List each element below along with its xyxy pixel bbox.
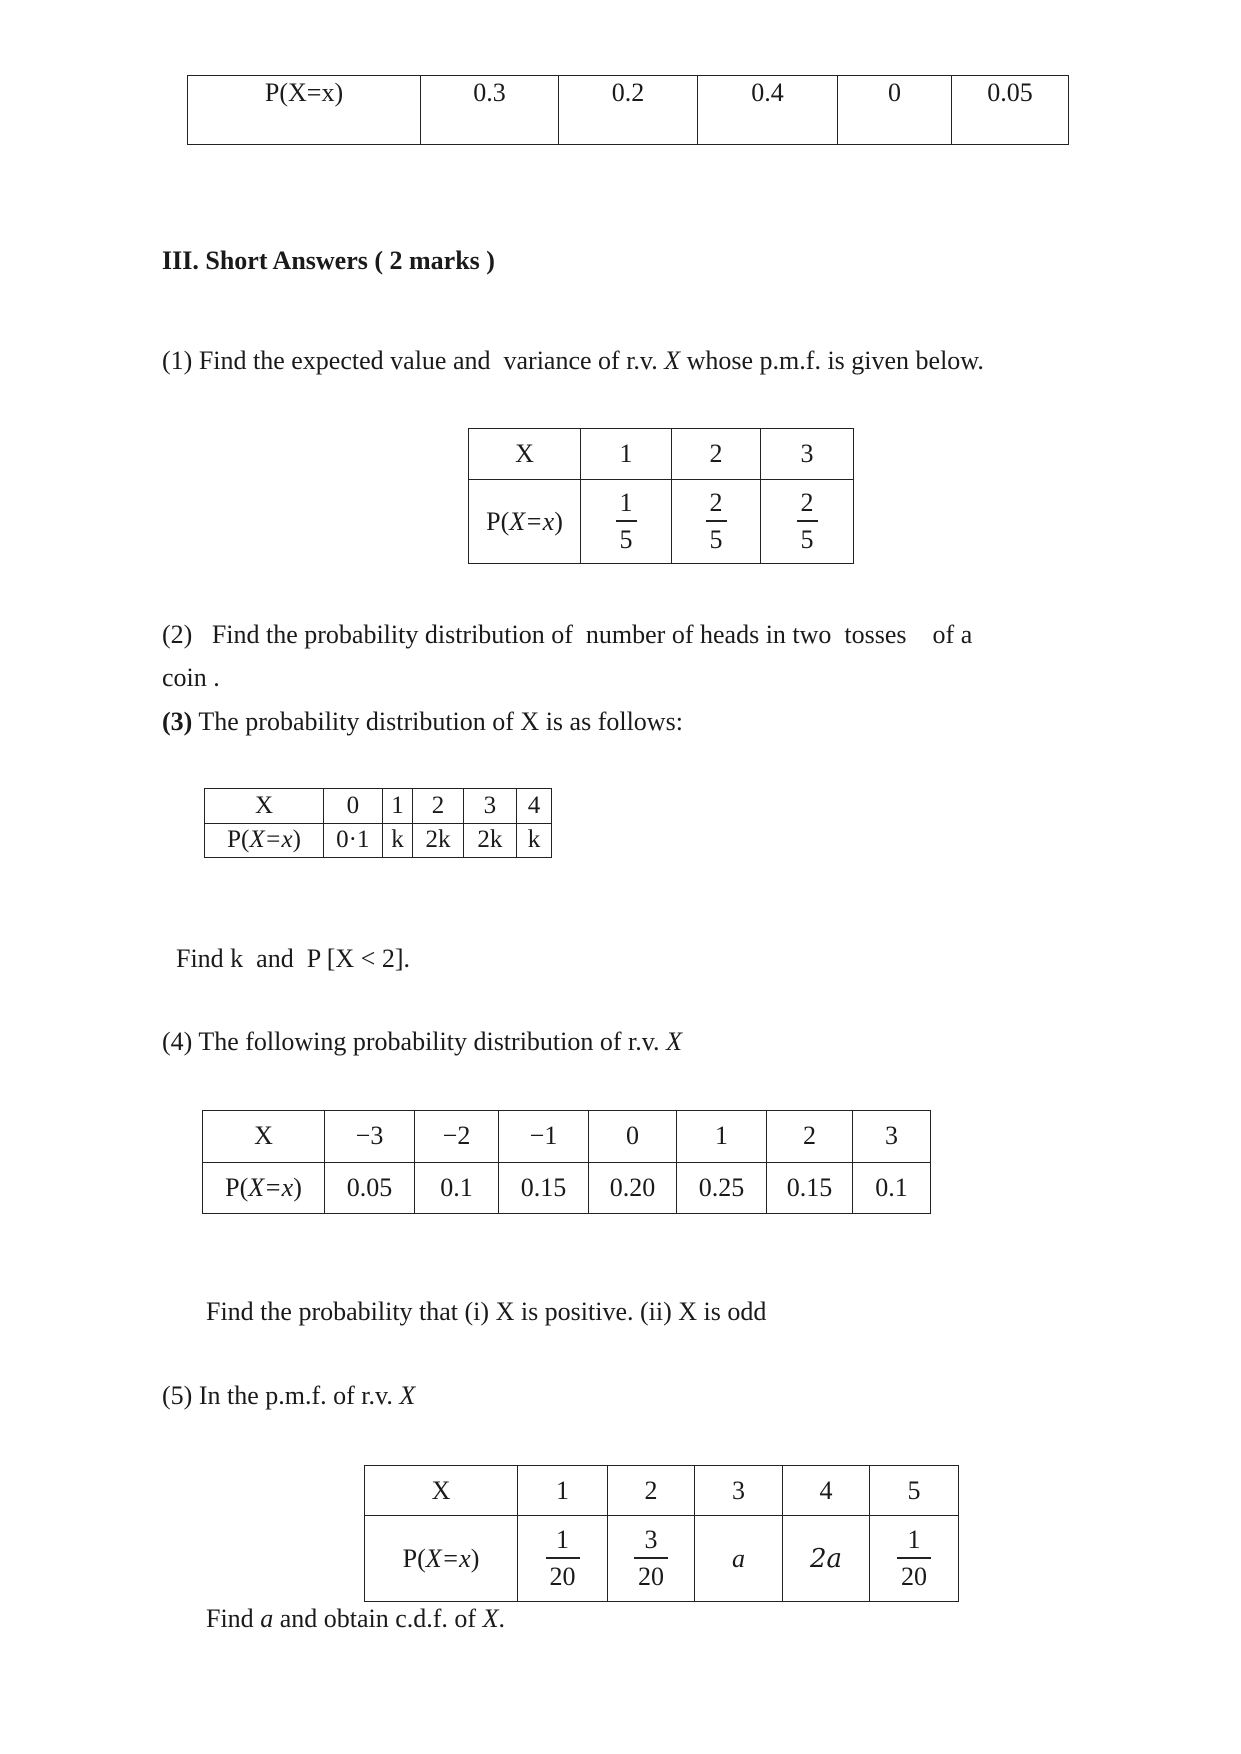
table-cell: 0.25 — [677, 1162, 767, 1214]
table-cell: 4 — [783, 1466, 870, 1516]
table-cell — [581, 480, 672, 564]
question-5 — [162, 1381, 415, 1411]
table-cell — [870, 1516, 959, 1602]
variable: X — [399, 1381, 416, 1410]
table-cell: X — [203, 1111, 325, 1163]
table-cell: 0.2 — [559, 76, 698, 145]
table-cell — [672, 480, 761, 564]
table-cell: 0.05 — [952, 76, 1069, 145]
table-cell: 1 — [518, 1466, 608, 1516]
table-cell: 2 — [767, 1111, 853, 1163]
table-row — [365, 1466, 959, 1516]
table-row — [203, 1162, 931, 1214]
table-cell: P(X=x) — [365, 1516, 518, 1602]
table-cell: 3 — [695, 1466, 783, 1516]
question-1 — [162, 346, 984, 376]
question-2-line-2: coin . — [162, 663, 220, 692]
table-cell: 3 — [463, 789, 516, 824]
table-cell: −1 — [499, 1111, 589, 1163]
table-cell: X — [205, 789, 324, 824]
q4-pmf-table — [202, 1110, 931, 1214]
table-cell: 0.3 — [421, 76, 559, 145]
table-cell: 0.15 — [767, 1162, 853, 1214]
question-text: (1) Find the expected value and variance of r.v. — [162, 346, 665, 375]
table-cell — [761, 480, 854, 564]
fraction: $\frac{1}{20}$ — [546, 1527, 580, 1590]
variable: X — [482, 1604, 499, 1633]
table-cell: 2k — [463, 823, 516, 858]
variable: X — [666, 1027, 682, 1056]
table-cell: 1 — [382, 789, 413, 824]
variable: a — [260, 1604, 274, 1633]
question-text: The probability distribution of X is as follows: — [192, 707, 683, 736]
table-row — [205, 823, 552, 858]
table-row — [469, 429, 854, 480]
table-cell — [518, 1516, 608, 1602]
table-cell: P(X=x) — [205, 823, 324, 858]
table-cell: −2 — [415, 1111, 499, 1163]
table-row — [205, 789, 552, 824]
fraction: $\frac{2}{5}$ — [706, 490, 727, 553]
q3-pmf-table — [204, 788, 552, 858]
table-cell: P(X=x) — [188, 76, 421, 145]
table-cell: k — [517, 823, 552, 858]
table-cell: 0 — [838, 76, 952, 145]
question-3-find: Find k and P [X < 2]. — [176, 944, 410, 973]
table-row — [365, 1516, 959, 1602]
q5-pmf-table — [364, 1465, 959, 1602]
fraction: $\frac{2}{5}$ — [797, 490, 818, 553]
table-cell: −3 — [325, 1111, 415, 1163]
table-cell: 3 — [853, 1111, 931, 1163]
top-probability-table — [187, 75, 1069, 145]
table-cell: 2 — [608, 1466, 695, 1516]
question-4-find: Find the probability that (i) X is positive. (ii) X is odd — [206, 1297, 767, 1326]
q1-pmf-table — [468, 428, 854, 564]
table-cell: 2 — [672, 429, 761, 480]
table-cell: P(X=x) — [203, 1162, 325, 1214]
table-cell: 2k — [413, 823, 463, 858]
fraction: $\frac{3}{20}$ — [634, 1527, 668, 1590]
table-row — [203, 1111, 931, 1163]
table-cell: 0·1 — [324, 823, 383, 858]
table-cell: 0 — [324, 789, 383, 824]
table-cell: X — [365, 1466, 518, 1516]
fraction: $\frac{1}{5}$ — [616, 490, 637, 553]
variable: X — [664, 346, 681, 375]
table-row — [469, 480, 854, 564]
table-cell: 0 — [589, 1111, 677, 1163]
table-cell: 5 — [870, 1466, 959, 1516]
table-cell: a — [695, 1516, 783, 1602]
table-cell: k — [382, 823, 413, 858]
question-4 — [162, 1027, 682, 1057]
fraction: $\frac{1}{20}$ — [897, 1527, 931, 1590]
table-cell: 0.1 — [415, 1162, 499, 1214]
table-cell: 2 — [413, 789, 463, 824]
section-heading: III. Short Answers ( 2 marks ) — [162, 246, 495, 275]
table-cell: 4 — [517, 789, 552, 824]
table-cell: 1 — [677, 1111, 767, 1163]
table-cell — [608, 1516, 695, 1602]
table-cell: P(X=x) — [469, 480, 581, 564]
table-cell: 2a — [783, 1516, 870, 1602]
table-cell: 0.20 — [589, 1162, 677, 1214]
table-cell: X — [469, 429, 581, 480]
table-cell: 0.05 — [325, 1162, 415, 1214]
table-cell: 3 — [761, 429, 854, 480]
question-text: whose p.m.f. is given below. — [680, 346, 984, 375]
table-cell: 0.4 — [698, 76, 838, 145]
table-row — [188, 76, 1069, 145]
table-cell: 1 — [581, 429, 672, 480]
table-cell: 0.1 — [853, 1162, 931, 1214]
question-5-find: Find a and obtain c.d.f. of X. — [206, 1604, 505, 1633]
table-cell: 0.15 — [499, 1162, 589, 1214]
question-3 — [162, 707, 683, 737]
question-2-line-1: (2) Find the probability distribution of number of heads in two tosses of a — [162, 620, 973, 649]
question-text: (5) In the p.m.f. of r.v. — [162, 1381, 400, 1410]
question-number: (3) — [162, 707, 193, 736]
question-text: (4) The following probability distribution of r.v. — [162, 1027, 667, 1056]
